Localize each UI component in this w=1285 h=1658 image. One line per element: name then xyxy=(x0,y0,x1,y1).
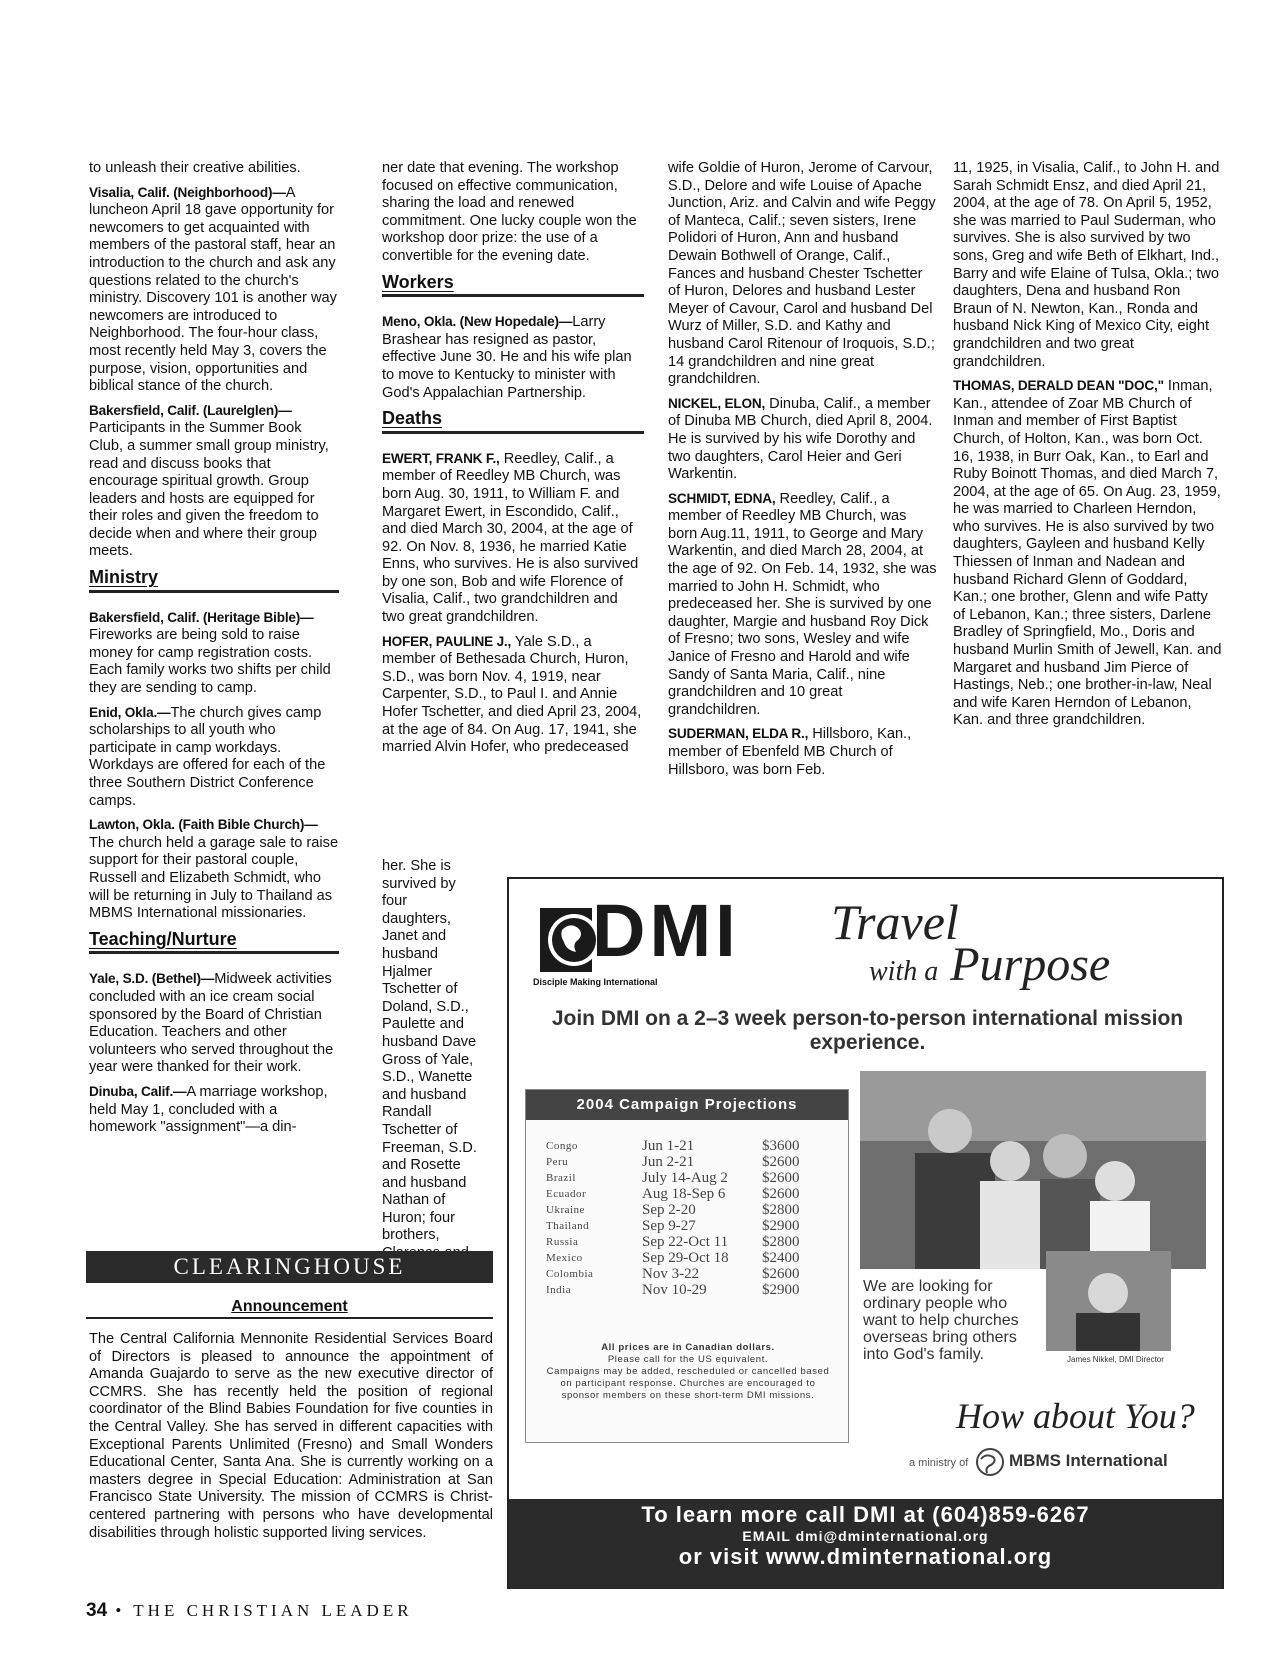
item-text: The church held a garage sale to raise support for their pastoral couple, Russell and Elizabeth Schmidt, who will be returning in July to Thailand as MBMS International missionaries. xyxy=(89,834,339,922)
obituary-text: Reedley, Calif., a member of Reedley MB Church, was born Aug.11, 1911, to George and Mary Warkentin, and died March 28, 2004, at the age of 92. On Feb. 14, 1932, she was married to John H. Schmidt, who predeceased her. She is survived by one daughter, Margie and husband Roy Dick of Fresno; two sons, Wesley and wife Janice of Fresno and Harold and wife Sandy of Santa Maria, Calif., nine grandchildren and 10 great grandchildren. xyxy=(668,490,937,718)
director-photo xyxy=(1046,1251,1171,1351)
item-lead: Yale, S.D. (Bethel)— xyxy=(89,971,215,987)
news-item xyxy=(89,970,339,1077)
obituary-name: SCHMIDT, EDNA, xyxy=(668,490,776,506)
column-1 xyxy=(89,160,339,1143)
how-about-you-heading: How about You? xyxy=(956,1396,1195,1436)
email-text: EMAIL dmi@dminternational.org xyxy=(742,1528,989,1544)
obituary-name: EWERT, FRANK F., xyxy=(382,450,500,466)
campaign-row xyxy=(546,1218,800,1234)
campaign-box xyxy=(525,1089,849,1443)
section-title: Deaths xyxy=(382,408,443,429)
website-text: or visit www.dminternational.org xyxy=(678,1544,1053,1569)
campaign-dates: Aug 18-Sep 6 xyxy=(642,1186,726,1202)
campaign-dates: Jun 2-21 xyxy=(642,1154,695,1170)
campaign-price: $2400 xyxy=(762,1250,800,1266)
announcement-body xyxy=(89,1331,493,1542)
news-item xyxy=(89,609,339,698)
column-4 xyxy=(953,160,1223,736)
campaign-country: Peru xyxy=(546,1156,569,1168)
obituary xyxy=(382,450,644,627)
announcement-text: The Central California Mennonite Residential Services Board of Directors is pleased to announce the appointment of Amanda Guajardo to serve as the new executive director of CCMRS. She has recently held the position of regional coordinator of the Blind Babies Foundation for five counties in the Central Valley. She has served in different capacities with Exceptional Parents Unlimited (Fresno) and Small Wonders Educational Center, Santa Ana. She is currently working on a masters degree in Special Education: Administration at San Francisco State University. The mission of CCMRS is Christ-centered partnering with persons who have developmental disabilities through holistic supported living services. xyxy=(89,1331,493,1541)
section-heading-deaths xyxy=(382,410,644,434)
campaign-country: Thailand xyxy=(546,1220,590,1232)
campaign-title: 2004 Campaign Projections xyxy=(526,1090,848,1120)
campaign-row xyxy=(546,1186,800,1202)
item-text: A luncheon April 18 gave opportunity for newcomers to get acquainted with members of the pastoral staff, hear an introduction to the church and ask any questions related to the church's ministry. Discovery 101 is another way newcomers are introduced to Neighborhood. The four-hour class, most recently held May 3, covers the purpose, vision, opportunities and biblical stance of the church. xyxy=(89,184,337,395)
item-lead: Bakersfield, Calif. (Heritage Bible)— xyxy=(89,609,314,625)
campaign-note xyxy=(540,1342,836,1402)
join-tagline: Join DMI on a 2–3 week person-to-person international mission experience. xyxy=(551,1007,1184,1054)
item-text: The church gives camp scholarships to all youth who participate in camp workdays. Workdays are offered for each of the three Southern District Conference camps. xyxy=(89,704,326,809)
item-lead: Bakersfield, Calif. (Laurelglen)— xyxy=(89,402,292,418)
obituary-name: SUDERMAN, ELDA R., xyxy=(668,726,809,742)
obituary xyxy=(382,633,644,757)
campaign-dates: Nov 3-22 xyxy=(642,1266,700,1282)
photo-caption: James Nikkel, DMI Director xyxy=(1067,1355,1164,1364)
item-text: A marriage workshop, held May 1, concluded with a homework "assignment"—a din- xyxy=(89,1083,328,1136)
campaign-price: $2900 xyxy=(762,1218,800,1234)
obituary-text: Hillsboro, Kan., member of Ebenfeld MB Church of Hillsboro, was born Feb. xyxy=(668,726,912,778)
publication-title: THE CHRISTIAN LEADER xyxy=(133,1601,413,1620)
page-footer xyxy=(86,1600,413,1622)
campaign-price: $2600 xyxy=(762,1154,800,1170)
campaign-row xyxy=(546,1170,800,1186)
announcement-title: Announcement xyxy=(231,1298,348,1315)
page-number: 34 xyxy=(86,1600,108,1621)
news-item xyxy=(89,816,339,923)
section-title: Teaching/Nurture xyxy=(89,928,237,949)
campaign-note-1: All prices are in Canadian dollars. xyxy=(601,1342,775,1353)
campaign-price: $2800 xyxy=(762,1202,800,1218)
item-lead: Lawton, Okla. (Faith Bible Church)— xyxy=(89,817,318,833)
dmi-logo-subtitle: Disciple Making International xyxy=(533,977,658,987)
purpose-text: Purpose xyxy=(950,938,1111,991)
item-text: Larry Brashear has resigned as pastor, effective June 30. He and his wife plan to move to Kentucky to minister with God's Appalachian Partnership. xyxy=(382,314,632,401)
news-item xyxy=(89,1083,339,1137)
obituary-name: HOFER, PAULINE J., xyxy=(382,633,512,649)
campaign-row xyxy=(546,1250,800,1266)
mission-photo xyxy=(860,1071,1206,1269)
campaign-note-3: Campaigns may be added, rescheduled or cancelled based on participant response. Churches are encouraged to sponsor members on these short-term DMI missions. xyxy=(546,1366,830,1401)
with-a-text: with a xyxy=(869,956,939,987)
campaign-price: $2900 xyxy=(762,1282,800,1298)
campaign-row xyxy=(546,1138,800,1154)
campaign-row xyxy=(546,1266,800,1282)
campaign-dates: Sep 9-27 xyxy=(642,1218,696,1234)
footer-bullet: • xyxy=(115,1601,126,1620)
obituary-text: Dinuba, Calif., a member of Dinuba MB Church, died April 8, 2004. He is survived by his wife Dorothy and two daughters, Carol Heier and Geri Warkentin. xyxy=(668,395,933,483)
paragraph: to unleash their creative abilities. xyxy=(89,160,301,176)
item-lead: Enid, Okla.— xyxy=(89,704,171,720)
obituary xyxy=(953,377,1223,730)
campaign-price: $2600 xyxy=(762,1170,800,1186)
campaign-country: Mexico xyxy=(546,1252,583,1264)
item-lead: Meno, Okla. (New Hopedale)— xyxy=(382,314,573,330)
campaign-country: Colombia xyxy=(546,1268,594,1280)
obituary-text: Reedley, Calif., a member of Reedley MB Church, was born Aug. 30, 1911, to William F. and Margaret Ewert, in Escondido, Calif., and died March 30, 2004, at the age of 92. On Nov. 8, 1936, he married Katie Enns, who survives. He is also survived by one son, Bob and wife Florence of Visalia, Calif., two grandchildren and two great grandchildren. xyxy=(382,450,639,626)
obituary-name: THOMAS, DERALD DEAN "DOC," xyxy=(953,378,1164,394)
column-2-narrow xyxy=(382,858,478,1269)
obituary-text: Inman, Kan., attendee of Zoar MB Church of Inman and member of First Baptist Church, of Holton, Kan., was born Oct. 16, 1938, in Burr Oak, Kan., to Earl and Ruby Boinott Thomas, and died March 7, 2004, at the age of 65. On Aug. 23, 1959, he was married to Charleen Herndon, who survives. He is also survived by two daughters, Gayleen and husband Kelly Thiessen of Inman and Nadean and husband Richard Glenn of Goddard, Kan.; one brother, Glenn and wife Patty of Lebanon, Kan.; three sisters, Darlene Bradley of Springfield, Mo., Doris and husband Murlin Smith of Jewell, Kan. and Margaret and husband Jim Pierce of Hastings, Neb.; one brother-in-law, Neal and wife Karen Herndon of Lebanon, Kan. and three grandchildren. xyxy=(953,378,1222,729)
obituary-name: NICKEL, ELON, xyxy=(668,395,766,411)
column-2 xyxy=(382,160,644,757)
section-heading-ministry xyxy=(89,569,339,593)
item-lead: Visalia, Calif. (Neighborhood)— xyxy=(89,184,286,200)
obituary xyxy=(668,395,938,484)
news-item xyxy=(382,313,644,402)
obituary xyxy=(668,725,938,779)
campaign-note-2: Please call for the US equivalent. xyxy=(607,1354,769,1365)
campaign-dates: Nov 10-29 xyxy=(642,1282,707,1298)
campaign-row xyxy=(546,1282,800,1298)
campaign-country: Brazil xyxy=(546,1172,576,1184)
news-item xyxy=(89,704,339,811)
section-title: Ministry xyxy=(89,567,159,588)
travel-heading: Travel xyxy=(831,894,959,950)
campaign-row xyxy=(546,1234,800,1250)
purpose-heading xyxy=(869,937,1110,992)
campaign-country: Congo xyxy=(546,1140,578,1152)
campaign-dates: Sep 2-20 xyxy=(642,1202,696,1218)
news-item xyxy=(89,184,339,396)
campaign-country: Russia xyxy=(546,1236,579,1248)
campaign-price: $2800 xyxy=(762,1234,800,1250)
clearinghouse-banner: CLEARINGHOUSE xyxy=(86,1251,493,1283)
paragraph: ner date that evening. The workshop focused on effective communication, sharing the load and renewed commitment. One lucky couple won the workshop door prize: the use of a convertible for the evening date. xyxy=(382,160,637,264)
campaign-price: $3600 xyxy=(762,1138,800,1154)
section-title: Workers xyxy=(382,271,454,292)
dmi-advertisement xyxy=(507,877,1224,1589)
news-item xyxy=(89,402,339,561)
campaign-country: India xyxy=(546,1284,572,1296)
campaign-price: $2600 xyxy=(762,1266,800,1282)
item-lead: Dinuba, Calif.— xyxy=(89,1083,187,1099)
mbms-globe-icon xyxy=(975,1447,1005,1477)
paragraph: 11, 1925, in Visalia, Calif., to John H. and Sarah Schmidt Ensz, and died April 21, 2004, at the age of 78. On April 5, 1952, she was married to Paul Suderman, who survives. She is also survived by two sons, Greg and wife Beth of Elkhart, Ind., Barry and wife Elaine of Tulsa, Okla.; two daughters, Dena and husband Ron Braun of N. Newton, Kan., Ronda and husband Nick King of Mexico City, eight grandchildren and two great grandchildren. xyxy=(953,160,1220,370)
ministry-of-text: a ministry of xyxy=(909,1457,969,1469)
item-text: Participants in the Summer Book Club, a summer small group ministry, read and discuss books that encourage spiritual growth. Group leaders and hosts are equipped for their roles and given the freedom to decide when and where their group meets. xyxy=(89,420,329,560)
mbms-logo-text: MBMS International xyxy=(1009,1451,1168,1470)
campaign-country: Ukraine xyxy=(546,1204,585,1216)
obituary-continued: her. She is survived by four daughters, Janet and husband Hjalmer Tschetter of Doland, S.D., Paulette and husband Dave Gross of Yale, S.D., Wanette and husband Randall Tschetter of Freeman, S.D. and Rosette and husband Nathan of Huron; four brothers, xyxy=(382,858,477,1244)
section-heading-teaching xyxy=(89,928,339,955)
section-heading-workers xyxy=(382,271,644,298)
campaign-table xyxy=(546,1138,800,1298)
campaign-dates: Sep 29-Oct 18 xyxy=(642,1250,729,1266)
campaign-row xyxy=(546,1154,800,1170)
campaign-price: $2600 xyxy=(762,1186,800,1202)
contact-bar xyxy=(509,1499,1222,1589)
campaign-dates: July 14-Aug 2 xyxy=(642,1170,728,1186)
obituary xyxy=(668,490,938,720)
announcement-heading xyxy=(86,1298,493,1319)
campaign-row xyxy=(546,1202,800,1218)
column-3 xyxy=(668,160,938,785)
obituary-text: Yale S.D., a member of Bethesada Church, Huron, S.D., was born Nov. 4, 1919, near Carpenter, S.D., to Paul I. and Annie Hofer Tschetter, and died April 23, 2004, at the age of 84. On Aug. 17, 1941, she married Alvin Hofer, who predeceased xyxy=(382,633,642,756)
call-text: To learn more call DMI at (604)859-6267 xyxy=(641,1502,1090,1527)
item-text: Midweek activities concluded with an ice cream social sponsored by the Board of Christian Education. Teachers and other volunteers who served throughout the year were thanked for their work. xyxy=(89,971,334,1076)
campaign-dates: Jun 1-21 xyxy=(642,1138,695,1154)
campaign-dates: Sep 22-Oct 11 xyxy=(642,1234,729,1250)
campaign-country: Ecuador xyxy=(546,1188,587,1200)
dmi-logo-text: DMI xyxy=(592,889,740,972)
item-text: Fireworks are being sold to raise money for camp registration costs. Each family works two shifts per child they are sending to camp. xyxy=(89,627,331,697)
paragraph: wife Goldie of Huron, Jerome of Carvour, S.D., Delore and wife Louise of Apache Junction, Ariz. and Calvin and wife Peggy of Manteca, Calif.; seven sisters, Irene Polidori of Huron, Ann and husband Dewain Bothwell of Orange, Calif., Fances and husband Chester Tschetter of Huron, Delores and husband Lester Meyer of Cavour, Carol and husband Del Wurz of Miller, S.D. and Kathy and husband Carol Ritenour of Iroquois, S.D.; 14 grandchildren and nine great grandchildren. xyxy=(668,160,936,388)
looking-for-text: We are looking for ordinary people who want to help churches overseas bring others into God's family. xyxy=(863,1278,1019,1363)
